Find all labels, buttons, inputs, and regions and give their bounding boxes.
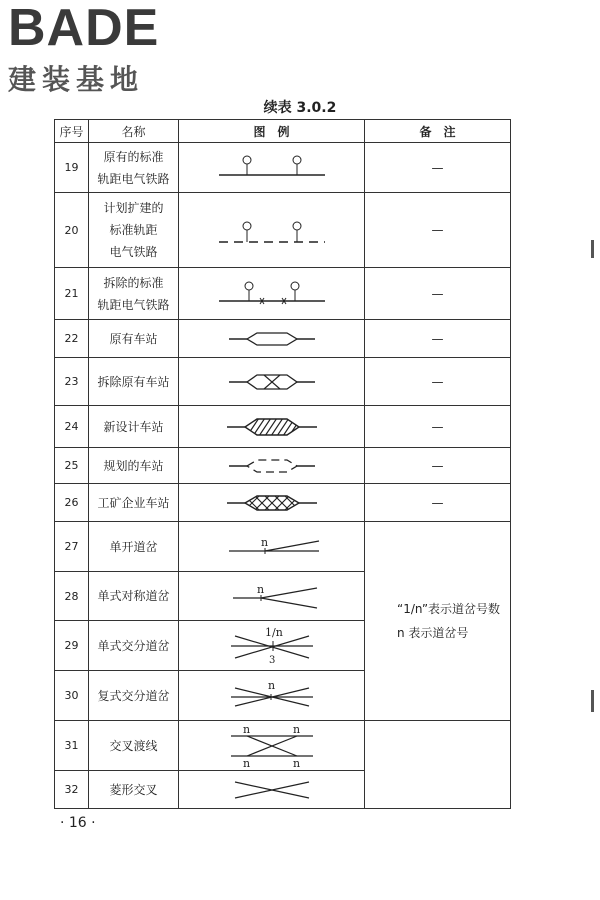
row-name: [89, 721, 179, 771]
table-row: [55, 193, 511, 268]
row-number: 25: [55, 448, 89, 484]
header-symbol: 图 例: [179, 120, 365, 143]
row-name-line: 单式交分道岔: [97, 638, 170, 653]
table-row: [55, 721, 511, 771]
row-name-line: 工矿企业车站: [97, 495, 170, 510]
row-name: [89, 572, 179, 621]
fraction-top-label: 1/n: [265, 625, 283, 639]
legend-table: [54, 119, 511, 809]
row-number: 32: [55, 771, 89, 809]
row-name: [89, 320, 179, 358]
turnout-label: n: [243, 722, 251, 736]
symbol-planned-station: [179, 448, 365, 484]
scan-edge-mark: [591, 240, 594, 258]
row-remark: —: [365, 193, 511, 268]
row-number: 31: [55, 721, 89, 771]
remark-line: n 表示道岔号: [397, 626, 469, 640]
table-caption: 续表 3.0.2: [263, 100, 337, 116]
symbol-removed-electric-railway: [179, 268, 365, 320]
row-number: 30: [55, 671, 89, 721]
turnout-label: n: [268, 678, 276, 692]
symbol-planned-electric-railway: [179, 193, 365, 268]
remark-line: “1/n”表示道岔号数: [397, 602, 501, 616]
table-row: [55, 358, 511, 406]
row-number: 20: [55, 193, 89, 268]
turnout-label: n: [243, 756, 251, 769]
logo-brand-cn: 建装基地: [8, 63, 145, 96]
symbol-symmetric-turnout: [179, 572, 365, 621]
row-name: [89, 621, 179, 671]
row-name-line: 单式对称道岔: [97, 589, 170, 603]
row-remark: —: [365, 484, 511, 522]
turnout-label: n: [293, 756, 301, 769]
header-name: 名称: [89, 120, 179, 143]
row-name-line: 单开道岔: [109, 539, 158, 554]
row-number: 26: [55, 484, 89, 522]
crossing-remark: [365, 721, 511, 809]
table-row: [55, 320, 511, 358]
fraction-bottom-label: 3: [269, 654, 276, 666]
row-name-line: 菱形交叉: [109, 782, 158, 797]
symbol-single-turnout: [179, 522, 365, 572]
row-remark: —: [365, 358, 511, 406]
symbol-removed-station: [179, 358, 365, 406]
row-remark: —: [365, 406, 511, 448]
row-name-line: 标准轨距: [109, 223, 158, 237]
turnout-remark: [365, 522, 511, 721]
row-number: 29: [55, 621, 89, 671]
turnout-label: n: [257, 583, 265, 596]
table-row: [55, 522, 511, 572]
symbol-single-slip-switch: [179, 621, 365, 671]
table-row: [55, 406, 511, 448]
row-name-line: 拆除的标准: [103, 275, 164, 290]
turnout-label: n: [261, 535, 269, 549]
row-name: [89, 484, 179, 522]
row-number: 19: [55, 143, 89, 193]
page-number: · 16 ·: [60, 815, 96, 831]
table-row: [55, 484, 511, 522]
row-name-line: 原有车站: [109, 331, 158, 346]
table-header-row: [55, 120, 511, 143]
turnout-label: n: [293, 722, 301, 736]
table-row: [55, 448, 511, 484]
symbol-existing-electric-railway: [179, 143, 365, 193]
row-name-line: 计划扩建的: [103, 201, 164, 215]
row-name: [89, 193, 179, 268]
row-remark: —: [365, 320, 511, 358]
row-name: [89, 771, 179, 809]
symbol-double-slip-switch: [179, 671, 365, 721]
symbol-scissors-crossover: [179, 721, 365, 771]
symbol-new-station: [179, 406, 365, 448]
row-number: 22: [55, 320, 89, 358]
symbol-diamond-crossing: [179, 771, 365, 809]
row-name-line: 电气铁路: [109, 245, 158, 259]
symbol-industrial-station: [179, 484, 365, 522]
row-name: [89, 406, 179, 448]
row-name: [89, 268, 179, 320]
row-name: [89, 358, 179, 406]
row-name-line: 轨距电气铁路: [97, 171, 170, 186]
header-no: 序号: [55, 120, 89, 143]
row-name-line: 新设计车站: [103, 419, 164, 434]
row-number: 23: [55, 358, 89, 406]
header-remark: 备 注: [365, 120, 511, 143]
row-name: [89, 671, 179, 721]
table-row: [55, 143, 511, 193]
row-name: [89, 522, 179, 572]
row-name-line: 交叉渡线: [109, 738, 158, 753]
row-number: 28: [55, 572, 89, 621]
symbol-existing-station: [179, 320, 365, 358]
bade-logo: [6, 0, 176, 96]
row-name-line: 拆除原有车站: [97, 374, 170, 389]
row-name-line: 规划的车站: [103, 458, 164, 473]
row-number: 21: [55, 268, 89, 320]
row-remark: —: [365, 143, 511, 193]
row-name-line: 轨距电气铁路: [97, 297, 170, 312]
scan-edge-mark: [591, 690, 594, 712]
row-name-line: 复式交分道岔: [97, 688, 170, 703]
table-row: [55, 268, 511, 320]
row-number: 24: [55, 406, 89, 448]
row-remark: —: [365, 268, 511, 320]
logo-brand: BADE: [8, 0, 160, 57]
row-remark: —: [365, 448, 511, 484]
row-number: 27: [55, 522, 89, 572]
row-name: [89, 143, 179, 193]
row-name-line: 原有的标准: [103, 149, 164, 164]
row-name: [89, 448, 179, 484]
